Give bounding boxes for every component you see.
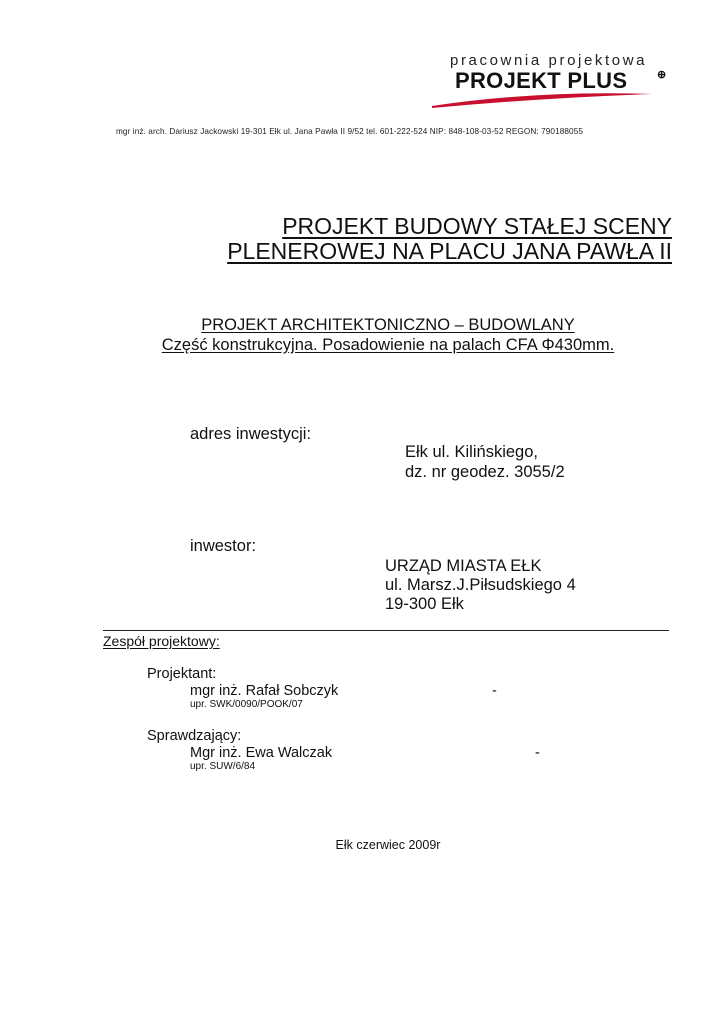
project-title-line-1: PROJEKT BUDOWY STAŁEJ SCENY (282, 213, 672, 239)
place-date: Ełk czerwiec 2009r (335, 838, 441, 852)
address-label: adres inwestycji: (190, 425, 312, 443)
designer-name: mgr inż. Rafał Sobczyk (190, 683, 339, 699)
designer-license: upr. SWK/0090/POOK/07 (190, 699, 303, 710)
company-info: mgr inż. arch. Dariusz Jackowski 19-301 Ełk ul. Jana Pawła II 9/52 tel. 601-222-524 NIP: 848-108-03-52 REGON: 790188055 (116, 127, 584, 136)
reviewer-signature: - (535, 745, 540, 761)
designer-signature: - (492, 683, 497, 699)
designer-role: Projektant: (147, 666, 217, 682)
team-heading: Zespół projektowy: (103, 633, 220, 649)
project-subtitle-line-2: Część konstrukcyjna. Posadowienie na palach CFA Φ430mm. (161, 336, 615, 354)
investor-label: inwestor: (190, 537, 257, 555)
project-title-line-2: PLENEROWEJ NA PLACU JANA PAWŁA II (227, 238, 672, 264)
registered-mark-icon: ⊕ (657, 69, 667, 81)
investor-line-3: 19-300 Ełk (385, 595, 464, 613)
project-subtitle-line-1: PROJEKT ARCHITEKTONICZNO – BUDOWLANY (201, 316, 575, 334)
reviewer-role: Sprawdzający: (147, 728, 242, 744)
logo-swoosh-icon (430, 92, 655, 110)
reviewer-name: Mgr inż. Ewa Walczak (190, 745, 333, 761)
investor-line-1: URZĄD MIASTA EŁK (385, 557, 542, 575)
logo-name: PROJEKT PLUS (455, 68, 628, 93)
reviewer-license: upr. SUW/6/84 (190, 761, 256, 772)
address-line-1: Ełk ul. Kilińskiego, (405, 443, 538, 461)
investor-line-2: ul. Marsz.J.Piłsudskiego 4 (385, 576, 576, 594)
logo-subtitle: pracownia projektowa (450, 52, 648, 69)
address-line-2: dz. nr geodez. 3055/2 (405, 463, 565, 481)
section-divider (103, 630, 669, 631)
